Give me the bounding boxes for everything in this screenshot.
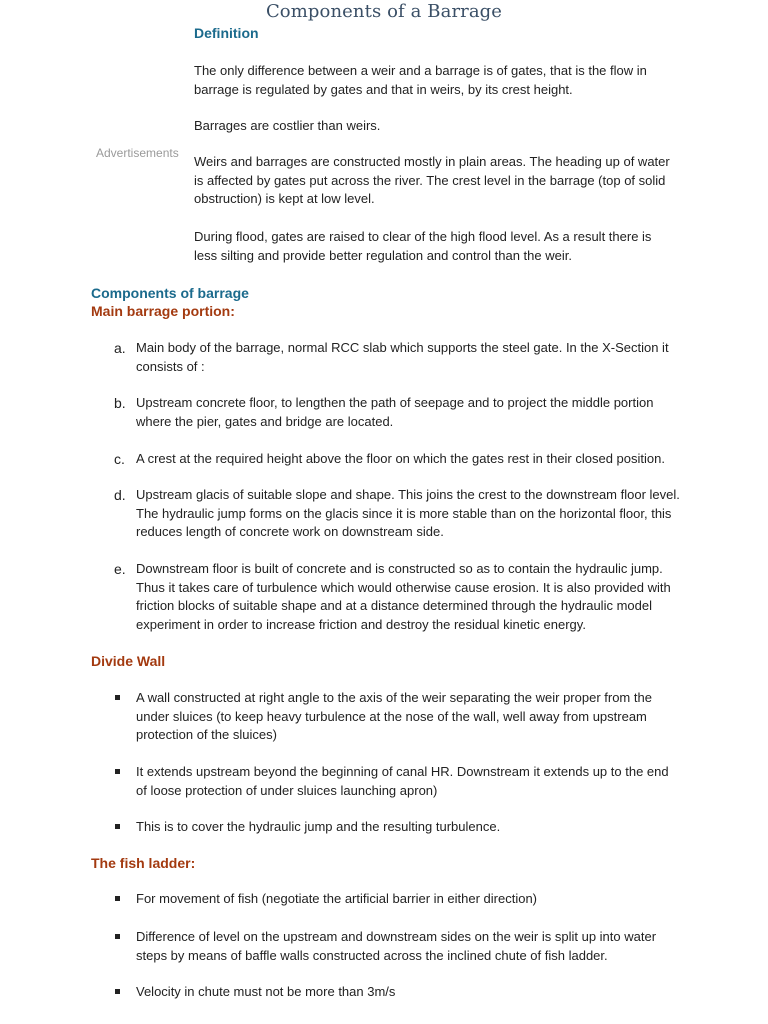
list-item-text: For movement of fish (negotiate the artificial barrier in either direction) [136, 891, 538, 906]
list-item-text: This is to cover the hydraulic jump and the resulting turbulence. [136, 819, 501, 834]
definition-heading: Definition [194, 25, 259, 41]
list-marker: c. [114, 451, 125, 467]
definition-paragraph: Weirs and barrages are constructed mostly in plain areas. The heading up of water is affected by gates put across the river. The crest level in the barrage (top of solid obstruction) is kept at low level. [194, 154, 670, 206]
list-item-text: It extends upstream beyond the beginning of canal HR. Downstream it extends up to the end of loose protection of under sluices launching apron) [136, 764, 669, 798]
bullet-icon [115, 989, 120, 994]
ads-label: Advertisements [96, 146, 179, 160]
list-marker: e. [114, 561, 126, 577]
list-item-text: Difference of level on the upstream and downstream sides on the weir is split up into water steps by means of baffle walls constructed across the inclined chute of fish ladder. [136, 929, 657, 963]
bullet-icon [115, 896, 120, 901]
definition-paragraph: During flood, gates are raised to clear of the high flood level. As a result there is less silting and provide better regulation and control than the weir. [194, 229, 652, 263]
list-item-text: Upstream concrete floor, to lengthen the path of seepage and to project the middle portion where the pier, gates and bridge are located. [136, 395, 654, 429]
list-item-text: A crest at the required height above the floor on which the gates rest in their closed position. [136, 451, 665, 466]
definition-paragraph: The only difference between a weir and a barrage is of gates, that is the flow in barrage is regulated by gates and that in weirs, by its crest height. [194, 63, 647, 97]
bullet-icon [115, 695, 120, 700]
list-item-text: Upstream glacis of suitable slope and shape. This joins the crest to the downstream floor level. The hydraulic jump forms on the glacis since it is more stable than on the horizontal floor, this reduces length of concrete work on downstream side. [136, 487, 680, 539]
definition-paragraph: Barrages are costlier than weirs. [194, 118, 381, 133]
bullet-icon [115, 934, 120, 939]
fish-ladder-heading: The fish ladder: [91, 855, 196, 871]
list-item-text: Downstream floor is built of concrete and is constructed so as to contain the hydraulic jump. Thus it takes care of turbulence which would otherwise cause erosion. It is also provided with friction blocks of suitable shape and at a distance determined through the hydraulic model experiment in order to increase friction and destroy the residual kinetic energy. [136, 561, 671, 632]
page-title: Components of a Barrage [265, 1, 503, 22]
list-item-text: Velocity in chute must not be more than 3m/s [136, 984, 396, 999]
list-item-text: Main body of the barrage, normal RCC slab which supports the steel gate. In the X-Section it consists of : [136, 340, 669, 374]
divide-wall-heading: Divide Wall [91, 653, 166, 669]
list-marker: d. [114, 487, 126, 503]
list-item-text: A wall constructed at right angle to the axis of the weir separating the weir proper from the under sluices (to keep heavy turbulence at the nose of the wall, well away from upstream protection of the sluices) [136, 690, 652, 742]
list-marker: a. [114, 340, 126, 356]
bullet-icon [115, 769, 120, 774]
bullet-icon [115, 824, 120, 829]
list-marker: b. [114, 395, 126, 411]
components-heading: Components of barrage [91, 285, 249, 301]
main-barrage-heading: Main barrage portion: [91, 303, 235, 319]
